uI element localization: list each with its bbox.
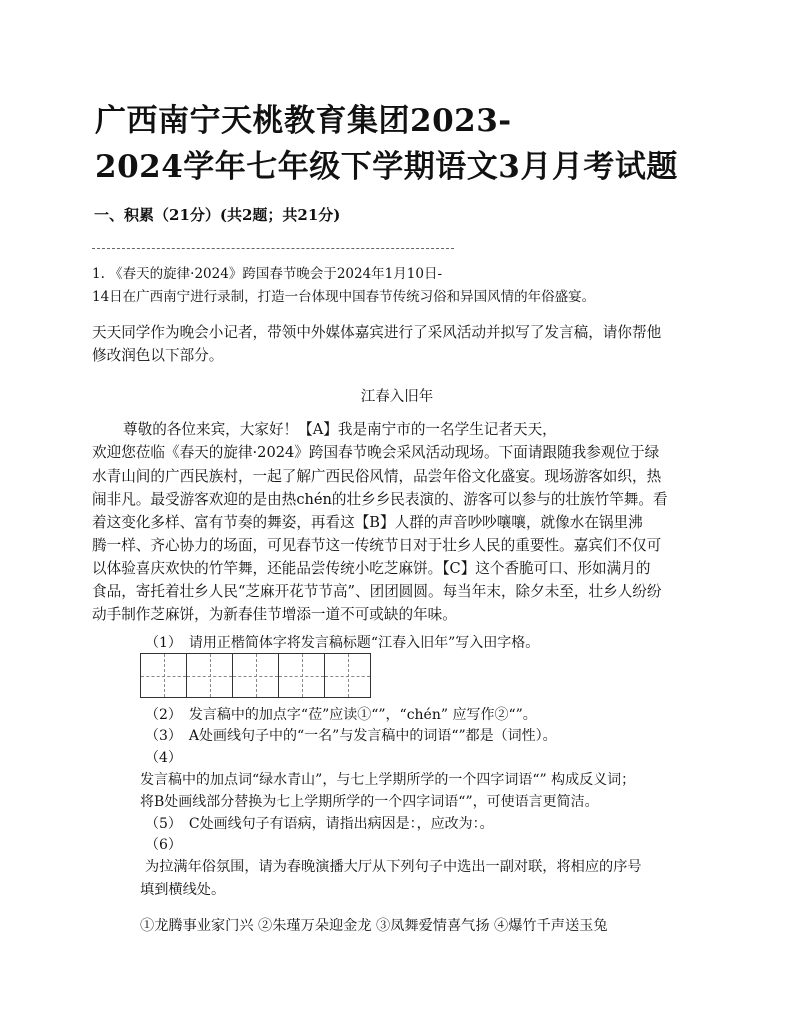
section-heading: 一、积累（21分）(共2题；共21分): [94, 206, 341, 224]
speech-para-line8: 食品，寄托着壮乡人民“芝麻开花节节高”、团团圆圆。每当年末，除夕未至，壮乡人纷纷: [92, 583, 662, 600]
speech-title: 江春入旧年: [360, 389, 434, 405]
speech-para-line4: 闹非凡。最受游客欢迎的是由热chén的壮乡乡民表演的、游客可以参与的壮族竹竿舞。看: [92, 491, 668, 508]
tianzige-cell[interactable]: [232, 653, 279, 698]
subq-4-line1: 发言稿中的加点词“绿水青山”，与七上学期所学的一个四字词语“” 构成反义词；: [140, 772, 636, 788]
subq-4-line2: 将B处画线部分替换为七上学期所学的一个四字词语“”，可使语言更简洁。: [140, 794, 599, 810]
tianzige-grid[interactable]: [140, 653, 370, 698]
speech-para-line9: 动手制作芝麻饼，为新春佳节增添一道不可或缺的年味。: [92, 606, 457, 623]
divider: [92, 248, 454, 249]
intro-line1: 天天同学作为晚会小记者，带领中外媒体嘉宾进行了采风活动并拟写了发言稿，请你帮他: [92, 324, 662, 341]
speech-para-line7: 以体验喜庆欢快的竹竿舞，还能品尝传统小吃芝麻饼。【C】这个香脆可口、形如满月的: [92, 560, 651, 577]
subq-1: （1） 请用正楷简体字将发言稿标题“江春入旧年”写入田字格。: [145, 635, 540, 651]
tianzige-cell[interactable]: [278, 653, 325, 698]
doc-title-line2: 2024学年七年级下学期语文3月月考试题: [95, 149, 678, 185]
tianzige-cell[interactable]: [324, 653, 371, 698]
speech-para-line5: 着这变化多样、富有节奏的舞姿，再看这【B】人群的声音吵吵嚷嚷，就像水在锅里沸: [92, 514, 643, 531]
doc-title-line1: 广西南宁天桃教育集团2023-: [95, 103, 512, 139]
subq-6-line1: 为拉满年俗氛围，请为春晚演播大厅从下列句子中选出一副对联，将相应的序号: [145, 859, 642, 875]
intro-line2: 修改润色以下部分。: [92, 347, 224, 364]
subq-4: （4）: [145, 750, 182, 766]
speech-para-line6: 腾一样、齐心协力的场面，可见春节这一传统节日对于壮乡人民的重要性。嘉宾们不仅可: [92, 537, 662, 554]
speech-para-line3: 水青山间的广西民族村，一起了解广西民俗风情，品尝年俗文化盛宴。现场游客如织，热: [92, 468, 662, 485]
subq-5: （5） C处画线句子有语病，请指出病因是：，应改为：。: [145, 816, 494, 832]
subq-6-line2: 填到横线处。: [140, 882, 226, 898]
couplet-options: ①龙腾事业家门兴 ②朱瑾万朵迎金龙 ③凤舞爱情喜气扬 ④爆竹千声送玉兔: [140, 918, 608, 934]
tianzige-cell[interactable]: [186, 653, 233, 698]
subq-3: （3） A处画线句子中的“一名”与发言稿中的词语“”都是（词性）。: [145, 728, 557, 744]
question-1-line1: 1. 《春天的旋律·2024》跨国春节晚会于2024年1月10日-: [92, 266, 443, 282]
subq-2: （2） 发言稿中的加点字“莅”应读①“”，“chén” 应写作②“”。: [145, 707, 537, 723]
question-1-line2: 14日在广西南宁进行录制，打造一台体现中国春节传统习俗和异国风情的年俗盛宴。: [92, 289, 596, 305]
subq-6: （6）: [145, 837, 182, 853]
tianzige-cell[interactable]: [140, 653, 187, 698]
speech-para-line2: 欢迎您莅临《春天的旋律·2024》跨国春节晚会采风活动现场。下面请跟随我参观位于绿: [92, 444, 660, 461]
speech-para-line1: 尊敬的各位来宾，大家好！【A】我是南宁市的一名学生记者天天，: [123, 421, 557, 438]
